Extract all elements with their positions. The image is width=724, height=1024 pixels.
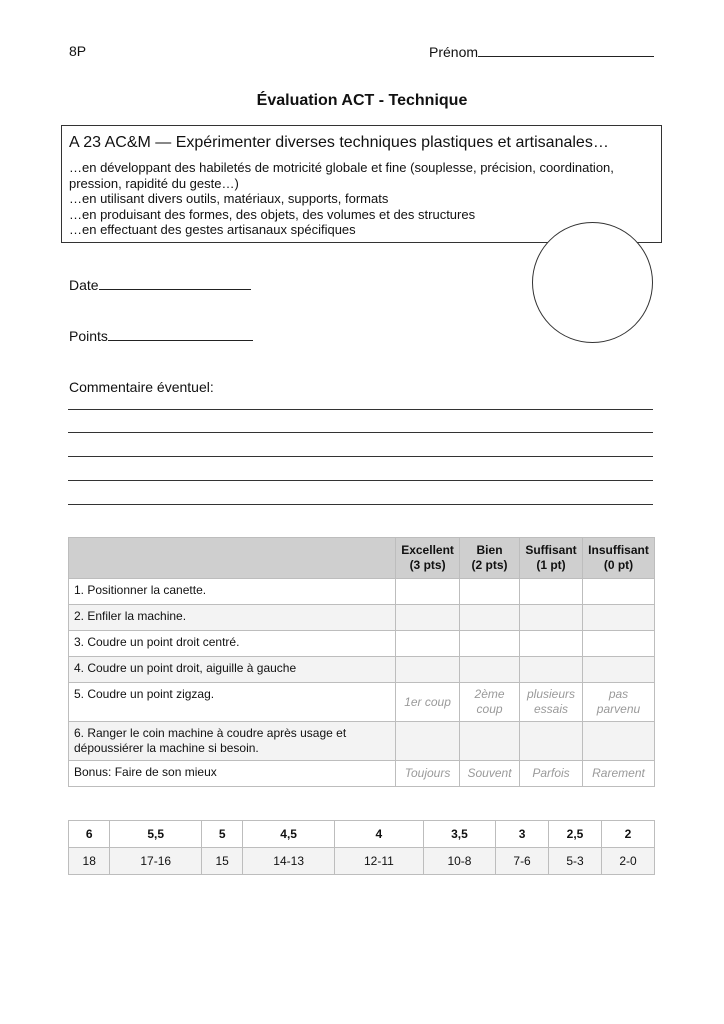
column-header-title: Insuffisant xyxy=(588,543,649,557)
page-title: Évaluation ACT - Technique xyxy=(256,92,468,109)
points-range-row xyxy=(69,848,655,875)
grade-stamp-circle xyxy=(532,222,653,343)
first-name-field[interactable] xyxy=(429,43,654,60)
objective-line: …en développant des habiletés de motricité globale et fine (souplesse, précision, coordination, pression, rapidité du geste…) xyxy=(69,160,614,191)
table-row xyxy=(69,722,655,761)
points-field[interactable] xyxy=(69,327,253,344)
column-header-points: (0 pt) xyxy=(603,558,634,572)
grade-cell: 5,5 xyxy=(110,821,202,848)
class-label: 8P xyxy=(69,43,87,59)
rating-cell[interactable] xyxy=(582,579,654,605)
rating-cell[interactable] xyxy=(520,605,583,631)
first-name-blank-line[interactable] xyxy=(478,43,654,57)
objective-title: A 23 AC&M — Expérimenter diverses techniques plastiques et artisanales… xyxy=(69,134,609,151)
points-range-cell: 12-11 xyxy=(334,848,423,875)
grade-cell: 6 xyxy=(69,821,110,848)
table-row xyxy=(69,631,655,657)
grade-row xyxy=(69,821,655,848)
points-range-cell: 17-16 xyxy=(110,848,202,875)
grade-cell: 3 xyxy=(496,821,549,848)
rating-cell[interactable] xyxy=(520,657,583,683)
rating-cell[interactable] xyxy=(460,722,520,761)
date-field[interactable] xyxy=(69,276,251,293)
objective-line: …en utilisant divers outils, matériaux, supports, formats xyxy=(69,191,389,206)
criterion-label: 4. Coudre un point droit, aiguille à gauche xyxy=(69,657,396,683)
column-header-excellent xyxy=(396,538,460,579)
points-range-cell: 2-0 xyxy=(601,848,654,875)
comment-line[interactable] xyxy=(68,504,653,505)
column-header-bien xyxy=(460,538,520,579)
column-header-title: Excellent xyxy=(401,543,454,557)
criteria-header-row xyxy=(69,538,655,579)
rating-cell[interactable] xyxy=(520,579,583,605)
objective-line: …en produisant des formes, des objets, des volumes et des structures xyxy=(69,206,476,222)
rating-cell[interactable] xyxy=(396,722,460,761)
points-range-cell: 5-3 xyxy=(549,848,602,875)
rating-cell[interactable] xyxy=(396,631,460,657)
date-blank-line[interactable] xyxy=(99,276,251,290)
criterion-label: 5. Coudre un point zigzag. xyxy=(69,683,396,722)
table-row xyxy=(69,683,655,722)
column-header-points: (2 pts) xyxy=(471,558,508,572)
criteria-table xyxy=(68,537,655,787)
grade-scale-table xyxy=(68,820,655,875)
column-header-points: (3 pts) xyxy=(409,558,446,572)
rating-cell[interactable] xyxy=(520,722,583,761)
criterion-label: 3. Coudre un point droit centré. xyxy=(69,631,396,657)
points-range-cell: 15 xyxy=(201,848,242,875)
criterion-label: 1. Positionner la canette. xyxy=(69,579,396,605)
points-label: Points xyxy=(69,328,108,344)
grade-cell: 4,5 xyxy=(243,821,335,848)
table-row xyxy=(69,605,655,631)
rating-cell[interactable]: pas parvenu xyxy=(582,683,654,722)
rating-cell[interactable]: plusieurs essais xyxy=(520,683,583,722)
grade-cell: 5 xyxy=(201,821,242,848)
table-row xyxy=(69,579,655,605)
column-header-points: (1 pt) xyxy=(536,558,566,572)
criterion-label: 2. Enfiler la machine. xyxy=(69,605,396,631)
table-row xyxy=(69,657,655,683)
rating-cell[interactable] xyxy=(582,657,654,683)
grade-cell: 3,5 xyxy=(423,821,495,848)
date-label: Date xyxy=(69,277,99,293)
comment-line[interactable] xyxy=(68,432,653,433)
criterion-label: Bonus: Faire de son mieux xyxy=(69,761,396,787)
rating-cell[interactable] xyxy=(396,579,460,605)
points-range-cell: 14-13 xyxy=(243,848,335,875)
rating-cell[interactable] xyxy=(460,605,520,631)
criterion-label: 6. Ranger le coin machine à coudre après usage et dépoussiérer la machine si besoin. xyxy=(69,722,396,761)
criteria-header-empty xyxy=(69,538,396,579)
points-blank-line[interactable] xyxy=(108,327,253,341)
grade-cell: 2 xyxy=(601,821,654,848)
rating-cell[interactable] xyxy=(460,579,520,605)
rating-cell[interactable]: 2ème coup xyxy=(460,683,520,722)
rating-cell[interactable]: Parfois xyxy=(520,761,583,787)
objective-line: …en effectuant des gestes artisanaux spécifiques xyxy=(69,222,356,237)
column-header-insuffisant xyxy=(582,538,654,579)
rating-cell[interactable]: Souvent xyxy=(460,761,520,787)
rating-cell[interactable] xyxy=(460,631,520,657)
grade-cell: 4 xyxy=(334,821,423,848)
rating-cell[interactable] xyxy=(520,631,583,657)
rating-cell[interactable] xyxy=(582,722,654,761)
rating-cell[interactable]: 1er coup xyxy=(396,683,460,722)
comment-line[interactable] xyxy=(68,409,653,410)
comment-label: Commentaire éventuel: xyxy=(69,379,214,395)
grade-cell: 2,5 xyxy=(549,821,602,848)
comment-line[interactable] xyxy=(68,480,653,481)
table-row xyxy=(69,761,655,787)
rating-cell[interactable] xyxy=(582,631,654,657)
rating-cell[interactable] xyxy=(460,657,520,683)
rating-cell[interactable] xyxy=(396,605,460,631)
points-range-cell: 10-8 xyxy=(423,848,495,875)
rating-cell[interactable] xyxy=(396,657,460,683)
column-header-title: Bien xyxy=(476,543,503,557)
comment-line[interactable] xyxy=(68,456,653,457)
column-header-title: Suffisant xyxy=(525,543,577,557)
rating-cell[interactable]: Toujours xyxy=(396,761,460,787)
points-range-cell: 18 xyxy=(69,848,110,875)
points-range-cell: 7-6 xyxy=(496,848,549,875)
column-header-suffisant xyxy=(520,538,583,579)
rating-cell[interactable]: Rarement xyxy=(582,761,654,787)
rating-cell[interactable] xyxy=(582,605,654,631)
first-name-label: Prénom xyxy=(429,44,479,60)
